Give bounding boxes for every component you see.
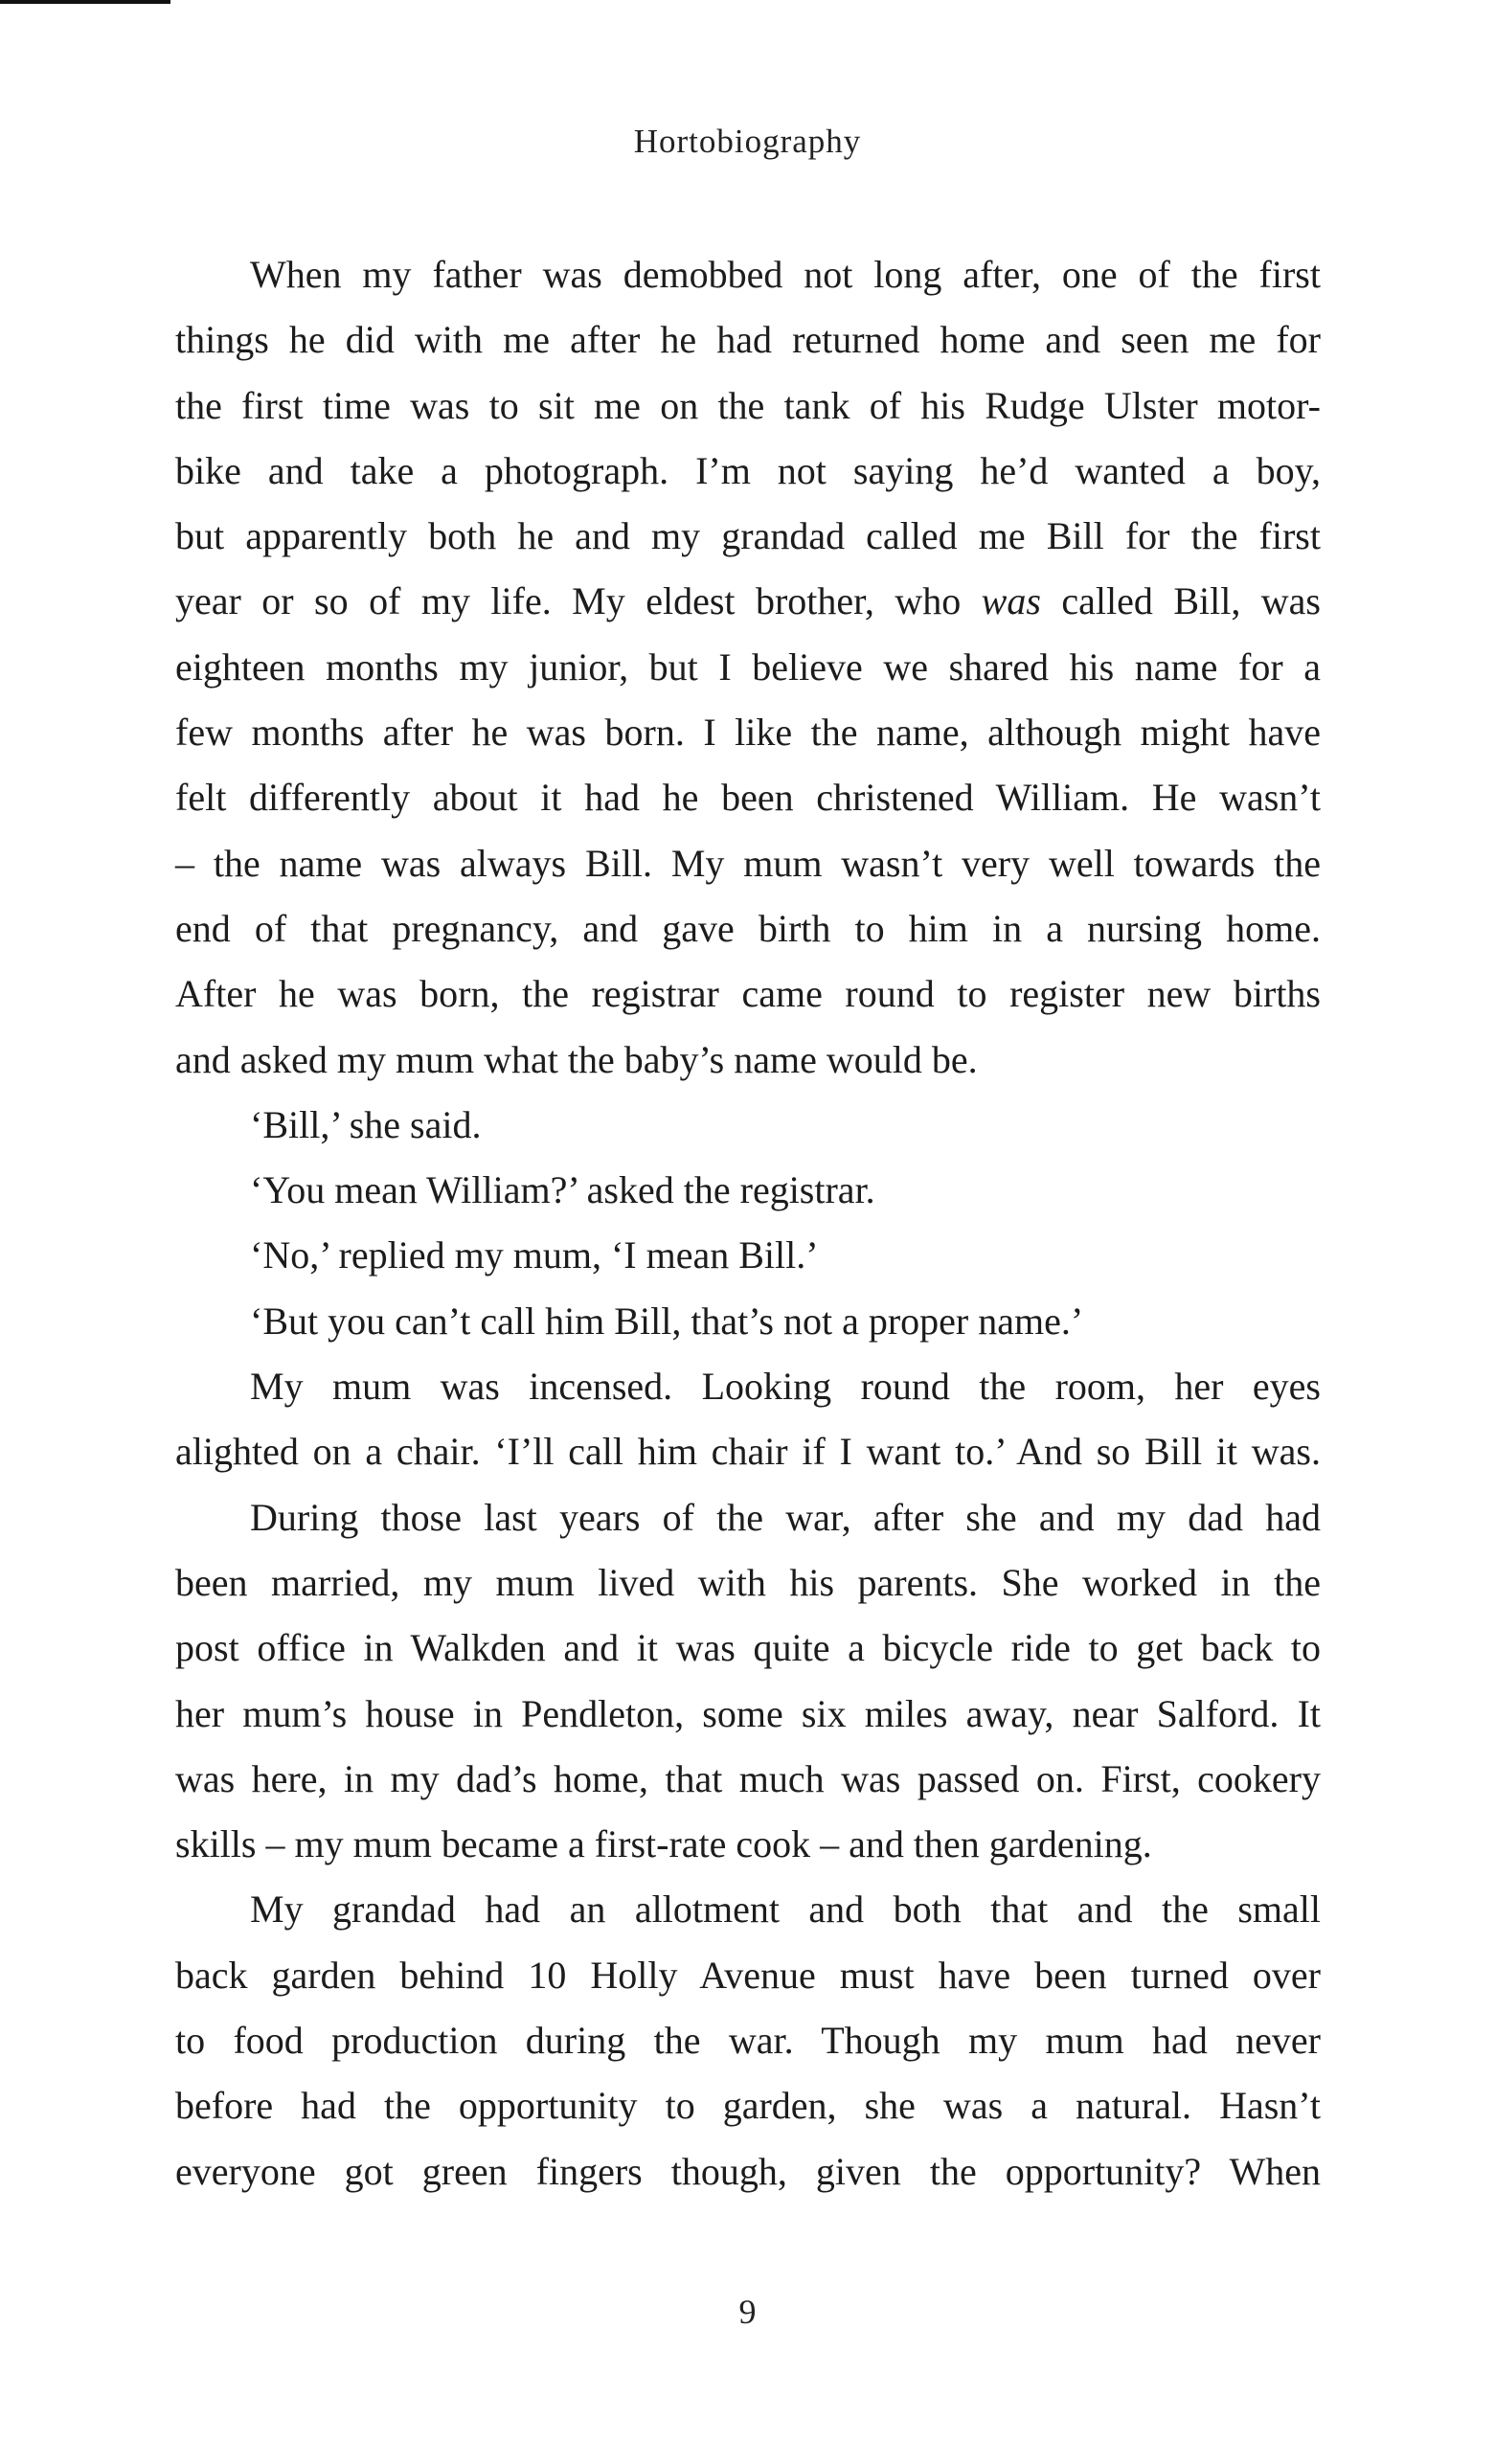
text-line: the first time was to sit me on the tank of his Rudge Ulster motor- <box>175 383 1321 427</box>
text-line: but apparently both he and my grandad called me Bill for the first <box>175 514 1321 558</box>
text-line: eighteen months my junior, but I believe we shared his name for a <box>175 644 1321 689</box>
body-text <box>175 242 1321 2204</box>
text-line: – the name was always Bill. My mum wasn’t very well towards the <box>175 841 1321 885</box>
text-line: and asked my mum what the baby’s name would be. <box>175 1037 978 1081</box>
text-line: skills – my mum became a first-rate cook – and then gardening. <box>175 1822 1152 1866</box>
text-line: post office in Walkden and it was quite a bicycle ride to get back to <box>175 1626 1321 1670</box>
text-line: felt differently about it had he been christened William. He wasn’t <box>175 776 1321 820</box>
text-line: ‘But you can’t call him Bill, that’s not a proper name.’ <box>250 1299 1084 1343</box>
text-line: back garden behind 10 Holly Avenue must have been turned over <box>175 1953 1321 1997</box>
text-line: few months after he was born. I like the name, although might have <box>175 711 1321 755</box>
text-line: things he did with me after he had returned home and seen me for <box>175 318 1321 362</box>
text-line: end of that pregnancy, and gave birth to him in a nursing home. <box>175 906 1321 950</box>
text-line: been married, my mum lived with his parents. She worked in the <box>175 1560 1321 1604</box>
text-line: alighted on a chair. ‘I’ll call him chair if I want to.’ And so Bill it was. <box>175 1430 1321 1474</box>
text-line: everyone got green fingers though, given the opportunity? When <box>175 2149 1321 2193</box>
emphasis: was <box>981 579 1041 623</box>
text-line: After he was born, the registrar came round to register new births <box>175 972 1321 1016</box>
text-line: ‘No,’ replied my mum, ‘I mean Bill.’ <box>250 1233 819 1277</box>
running-head: Hortobiography <box>633 123 862 160</box>
text-line: bike and take a photograph. I’m not saying he’d wanted a boy, <box>175 448 1321 492</box>
text-line: ‘Bill,’ she said. <box>250 1102 482 1146</box>
text-line: before had the opportunity to garden, she was a natural. Hasn’t <box>175 2084 1321 2128</box>
text-line: was here, in my dad’s home, that much was passed on. First, cookery <box>175 1756 1321 1800</box>
text-line: to food production during the war. Though my mum had never <box>175 2019 1321 2063</box>
text-line: ‘You mean William?’ asked the registrar. <box>250 1168 875 1212</box>
text-line: My mum was incensed. Looking round the room, her eyes <box>250 1365 1321 1409</box>
text-line: When my father was demobbed not long after, one of the first <box>250 253 1321 296</box>
text-line: My grandad had an allotment and both that and the small <box>250 1888 1321 1932</box>
page-number: 9 <box>738 2293 757 2331</box>
text-line: During those last years of the war, after she and my dad had <box>250 1495 1321 1539</box>
text-line: her mum’s house in Pendleton, some six miles away, near Salford. It <box>175 1691 1321 1735</box>
text-line: year or so of my life. My eldest brother, who was called Bill, was <box>175 579 1322 623</box>
corner-rule <box>0 0 170 4</box>
